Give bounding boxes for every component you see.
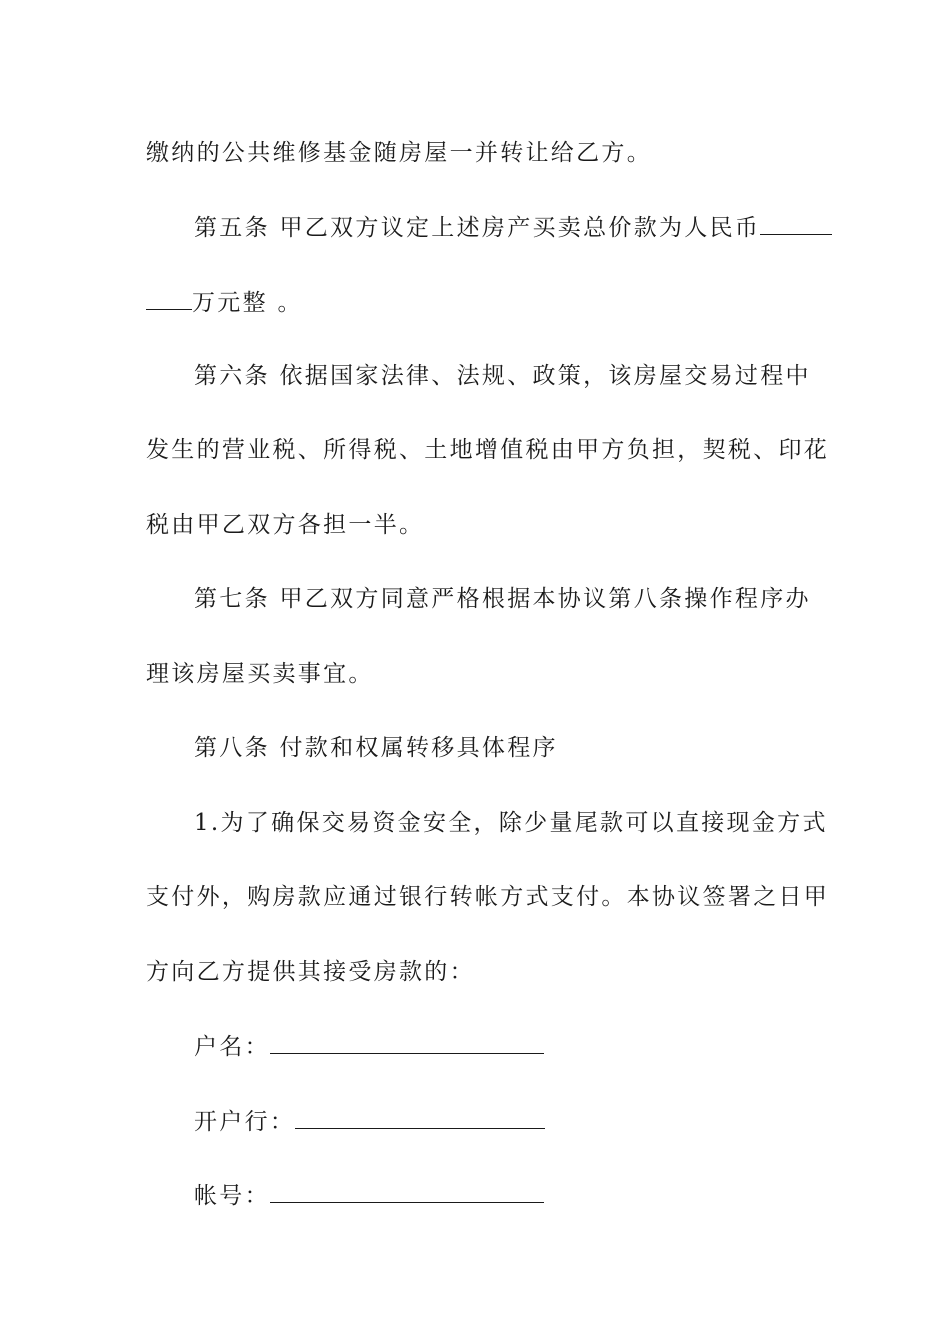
article-6-line-2: 发生的营业税、所得税、土地增值税由甲方负担，契税、印花 — [146, 437, 830, 463]
clause-1-line-3: 方向乙方提供其接受房款的： — [146, 959, 475, 985]
bank-blank[interactable] — [295, 1106, 545, 1129]
article-5-line-1 — [194, 212, 832, 243]
clause-1-line-1: 1.为了确保交易资金安全，除少量尾款可以直接现金方式 — [194, 810, 828, 836]
article-5-text: 第五条 甲乙双方议定上述房产买卖总价款为人民币 — [194, 215, 761, 241]
article-5-line-2 — [146, 287, 303, 318]
account-no-blank[interactable] — [270, 1180, 544, 1203]
price-blank-continued[interactable] — [146, 287, 192, 310]
account-no-label: 帐号： — [194, 1183, 270, 1209]
article-6-line-3: 税由甲乙双方各担一半。 — [146, 512, 425, 538]
article-8-heading: 第八条 付款和权属转移具体程序 — [194, 735, 558, 761]
account-name-field — [194, 1031, 544, 1062]
article-7-line-1: 第七条 甲乙双方同意严格根据本协议第八条操作程序办 — [194, 586, 811, 612]
price-blank[interactable] — [760, 212, 832, 235]
clause-1-line-2: 支付外，购房款应通过银行转帐方式支付。本协议签署之日甲 — [146, 884, 830, 910]
account-name-blank[interactable] — [270, 1031, 544, 1054]
price-unit-text: 万元整 。 — [192, 290, 303, 316]
bank-field — [194, 1106, 545, 1137]
account-no-field — [194, 1180, 544, 1211]
paragraph-line: 缴纳的公共维修基金随房屋一并转让给乙方。 — [146, 140, 652, 166]
article-7-line-2: 理该房屋买卖事宜。 — [146, 661, 374, 687]
bank-label: 开户行： — [194, 1109, 296, 1135]
article-6-line-1: 第六条 依据国家法律、法规、政策，该房屋交易过程中 — [194, 363, 811, 389]
account-name-label: 户名： — [194, 1034, 270, 1060]
